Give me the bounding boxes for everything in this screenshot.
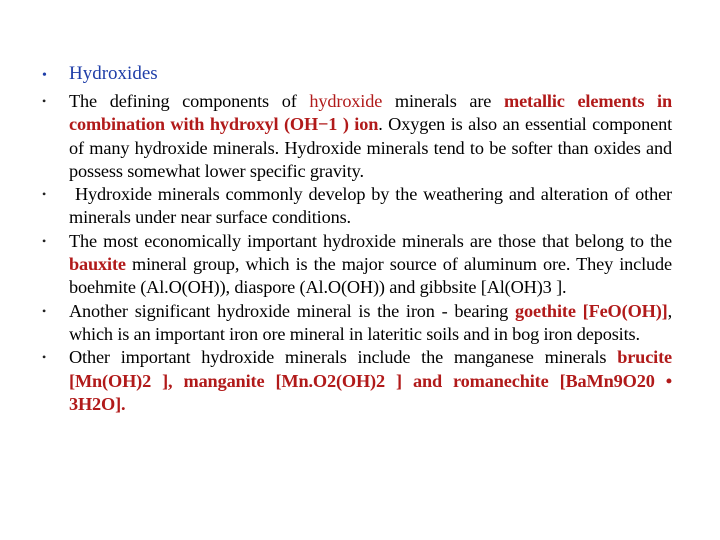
bullet-icon: •: [42, 94, 47, 108]
bullet-text: Hydroxide minerals commonly develop by the weathering and alteration of other minerals under near surface conditions.: [69, 184, 672, 228]
bullet-text: Another significant hydroxide mineral is the iron - bearing goethite [FeO(OH)], which is an important iron ore mineral in lateritic soils and in bog iron deposits.: [69, 300, 673, 344]
highlight-term: bauxite: [69, 254, 126, 275]
bullet-item-weathering: [42, 183, 672, 230]
highlight-term: hydroxide: [309, 91, 383, 111]
highlight-term: goethite [FeO(OH)]: [515, 300, 668, 321]
bullet-list: [42, 90, 672, 416]
slide-title: Hydroxides: [69, 63, 158, 84]
bullet-icon: •: [42, 68, 47, 83]
bullet-icon: •: [42, 187, 47, 202]
bullet-item-goethite: [42, 300, 672, 347]
bullet-text: Other important hydroxide minerals include the manganese minerals brucite [Mn(OH)2 ], manganite [Mn.O2(OH)2 ] and romanechite [BaMn9O20 • 3H2O].: [69, 347, 672, 414]
bullet-icon: •: [42, 350, 47, 365]
bullet-item-manganese: [42, 346, 672, 416]
slide-title-row: [42, 62, 682, 88]
bullet-text: The defining components of hydroxide minerals are metallic elements in combination with hydroxyl (OH−1 ) ion. Oxygen is also an essential component of many hydroxide minerals. Hydroxide minerals tend to be softer than oxides and possess somewhat lower specific gravity.: [69, 91, 672, 181]
highlight-term: brucite [Mn(OH)2 ], manganite [Mn.O2(OH)2 ] and romanechite [BaMn9O20 • 3H2O].: [69, 347, 672, 414]
bullet-icon: •: [42, 233, 47, 248]
bullet-item-defining-components: [42, 90, 672, 183]
highlight-term: metallic elements in combination with hydroxyl (OH−1 ) ion: [69, 91, 672, 135]
bullet-icon: •: [42, 303, 47, 318]
bullet-item-bauxite: [42, 230, 672, 300]
bullet-text: The most economically important hydroxide minerals are those that belong to the bauxite mineral group, which is the major source of aluminum ore. They include boehmite (Al.O(OH)), diaspore (Al.O(OH)) and gibbsite [Al(OH)3 ].: [69, 230, 672, 298]
